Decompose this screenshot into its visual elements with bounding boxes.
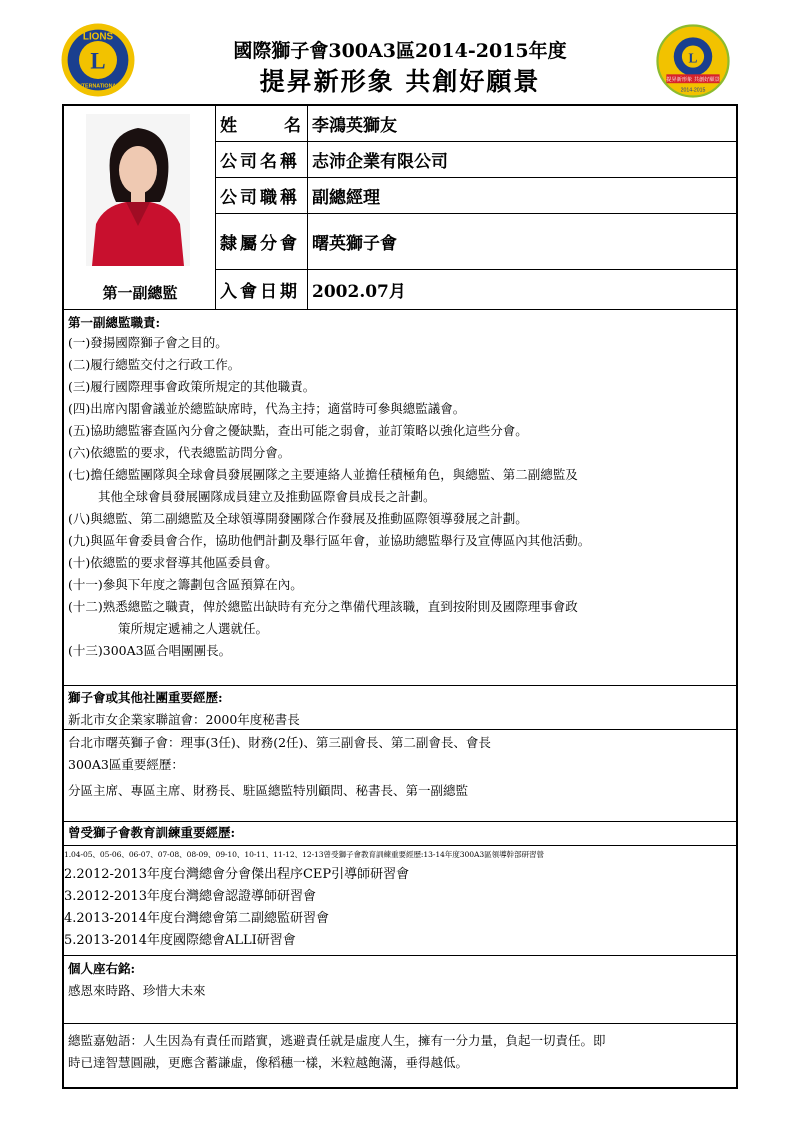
svg-text:L: L xyxy=(688,50,698,66)
document-slogan: 提昇新形象 共創好願景 xyxy=(259,67,541,96)
experience-line: 新北市女企業家聯誼會：2000年度秘書長 xyxy=(68,712,300,727)
experience-line: 300A3區重要經歷： xyxy=(68,757,184,772)
company-value: 志沛企業有限公司 xyxy=(312,152,448,172)
svg-text:提昇新形象 共創好願景: 提昇新形象 共創好願景 xyxy=(666,76,720,83)
duty-item-continued: 策所規定遞補之人選就任。 xyxy=(118,621,269,636)
club-value: 曙英獅子會 xyxy=(312,234,397,254)
duties-heading: 第一副總監職責: xyxy=(68,315,161,330)
club-label: 隸屬分會 xyxy=(216,214,308,269)
svg-text:L: L xyxy=(90,48,106,74)
district-emblem-icon xyxy=(656,24,730,98)
club-row xyxy=(216,214,738,270)
duty-item: (十一)參與下年度之籌劃包含區預算在內。 xyxy=(68,577,303,592)
job-title-label: 公司職稱 xyxy=(216,178,308,213)
join-date-label: 入會日期 xyxy=(216,270,308,309)
experience-line: 台北市曙英獅子會：理事(3任)、財務(2任)、第三副會長、第二副會長、會長 xyxy=(68,735,491,750)
duty-item: (五)協助總監審查區內分會之優缺點，查出可能之弱會，並訂策略以強化這些分會。 xyxy=(68,423,528,438)
svg-text:2014-2015: 2014-2015 xyxy=(680,87,706,94)
training-item: 5.2013-2014年度國際總會ALLI研習會 xyxy=(64,933,296,948)
svg-text:INTERNATIONAL: INTERNATIONAL xyxy=(76,83,120,90)
motto-section xyxy=(64,956,738,1024)
training-item: 2.2012-2013年度台灣總會分會傑出程序CEP引導師研習會 xyxy=(64,867,410,882)
duty-item: (四)出席內閣會議並於總監缺席時，代為主持；適當時可參與總監議會。 xyxy=(68,401,466,416)
duty-item: (七)擔任總監團隊與全球會員發展團隊之主要連絡人並擔任積極角色，與總監、第二副總監及 xyxy=(68,467,578,482)
position-label: 第一副總監 xyxy=(102,284,178,302)
portrait-photo-icon xyxy=(86,114,190,266)
training-section xyxy=(64,846,738,956)
company-row xyxy=(216,142,738,178)
training-item: 3.2012-2013年度台灣總會認證導師研習會 xyxy=(64,889,316,904)
experience-line: 分區主席、專區主席、財務長、駐區總監特別顧問、秘書長、第一副總監 xyxy=(68,783,469,798)
club-experience-section xyxy=(64,730,738,822)
training-item: 4.2013-2014年度台灣總會第二副總監研習會 xyxy=(64,911,329,926)
motto-heading: 個人座右銘: xyxy=(68,961,136,976)
document-title: 國際獅子會300A3區2014-2015年度 xyxy=(233,40,567,62)
duty-item: (十二)熟悉總監之職責，俾於總監出缺時有充分之準備代理該職，直到按附則及國際理事會政 xyxy=(68,599,578,614)
svg-text:LIONS: LIONS xyxy=(82,31,114,43)
duty-item: (三)履行國際理事會政策所規定的其他職責。 xyxy=(68,379,316,394)
duty-item: (六)依總監的要求，代表總監訪問分會。 xyxy=(68,445,291,460)
duty-item-continued: 其他全球會員發展團隊成員建立及推動區際會員成長之計劃。 xyxy=(98,489,436,504)
training-heading: 曾受獅子會教育訓練重要經歷: xyxy=(68,825,236,840)
company-label: 公司名稱 xyxy=(216,142,308,177)
duty-item: (二)履行總監交付之行政工作。 xyxy=(68,357,241,372)
motto-text: 感恩來時路、珍惜大未來 xyxy=(68,983,206,998)
job-title-value: 副總經理 xyxy=(312,188,380,208)
profile-form xyxy=(62,104,738,1089)
training-item: 1.04-05、05-06、06-07、07-08、08-09、09-10、10-11、11-12、12-13曾受獅子會教育訓練重要經歷:13-14年度300A3區領導幹部研習營 xyxy=(64,850,545,859)
duty-item: (九)與區年會委員會合作，協助他們計劃及舉行區年會，並協助總監舉行及宣傳區內其他活動。 xyxy=(68,533,591,548)
experience-heading: 獅子會或其他社團重要經歷: xyxy=(68,690,223,705)
encouragement-line: 總監嘉勉語：人生因為有責任而踏實，逃避責任就是虛度人生，擁有一分力量，負起一切責任。即 xyxy=(68,1033,606,1048)
encouragement-line: 時已達智慧圓融，更應含蓄謙虛，像稻穗一樣，米粒越飽滿，垂得越低。 xyxy=(68,1055,469,1070)
name-row xyxy=(216,106,738,142)
job-title-row xyxy=(216,178,738,214)
training-heading-section xyxy=(64,822,738,846)
experience-section xyxy=(64,686,738,730)
name-label: 姓 名 xyxy=(216,106,308,141)
duty-item: (一)發揚國際獅子會之目的。 xyxy=(68,335,228,350)
duty-item: (十)依總監的要求督導其他區委員會。 xyxy=(68,555,278,570)
duties-section xyxy=(64,312,738,686)
join-date-value: 2002.07月 xyxy=(312,282,406,302)
photo-cell xyxy=(64,106,216,310)
join-date-row xyxy=(216,270,738,310)
duty-item: (八)與總監、第二副總監及全球領導開發團隊合作發展及推動區際領導發展之計劃。 xyxy=(68,511,528,526)
duty-item: (十三)300A3區合唱團團長。 xyxy=(68,643,232,658)
encouragement-section xyxy=(64,1024,738,1088)
name-value: 李鴻英獅友 xyxy=(312,116,397,136)
